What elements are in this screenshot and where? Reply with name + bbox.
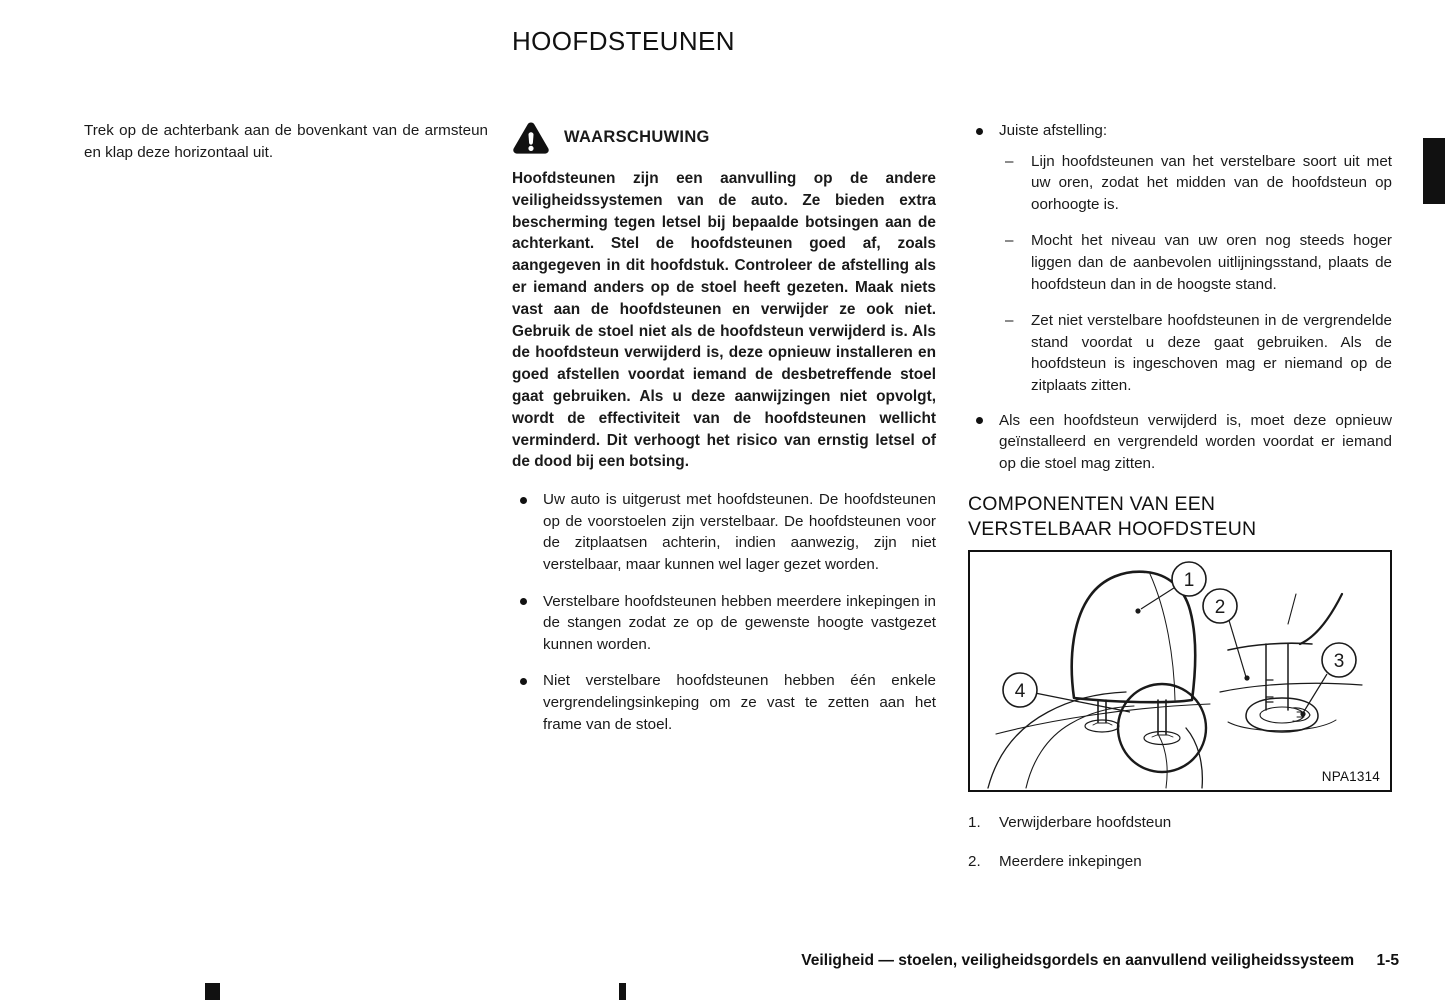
sub-list-item [999,151,1392,216]
page-title: HOOFDSTEUNEN [512,26,735,56]
list-item-text: Als een hoofdsteun verwijderd is, moet deze opnieuw geïnstalleerd en vergrendeld worden voordat er iemand op die stoel mag zitten. [999,411,1392,472]
bullet-dot-icon [520,598,527,605]
legend-item-label: Verwijderbare hoofdsteun [999,814,1172,832]
list-item [512,670,936,735]
svg-text:2: 2 [1214,597,1226,619]
list-item [968,120,1392,397]
dash-marker-icon: – [1005,152,1014,170]
dash-marker-icon: – [1005,312,1014,330]
sub-dash-list [999,151,1392,397]
bullet-dot-icon [976,417,983,424]
svg-text:3: 3 [1333,651,1345,673]
figure-adjustable-headrest [968,550,1392,792]
list-item-text: Uw auto is uitgerust met hoofdsteunen. De hoofdsteunen op de voorstoelen zijn verstelbaar. De hoofdsteunen voor de zitplaatsen achterin, indien aanwezig, zijn niet verstelbaar, maar kunnen wel lager gezet worden. [543,491,936,573]
svg-text:4: 4 [1014,681,1026,703]
dash-marker-icon: – [1005,232,1014,250]
figure-legend-list [968,812,1392,872]
svg-text:1: 1 [1183,570,1195,592]
bullet-dot-icon [520,497,527,504]
sub-list-item-text: Zet niet verstelbare hoofdsteunen in de vergrendelde stand voordat u deze gaat gebruiken. Als de hoofdsteun is ingeschoven mag er niemand op de zitplaats zitten. [1031,312,1392,394]
bullet-dot-icon [976,128,983,135]
legend-item-number: 2. [968,852,981,870]
registration-mark-right [619,983,626,1000]
list-item [512,489,936,575]
section-heading-line-2: VERSTELBAAR HOOFDSTEUN [968,518,1257,541]
warning-body-text: Hoofdsteunen zijn een aanvulling op de andere veiligheidssystemen van de auto. Ze bieden extra bescherming tegen letsel bij bepaalde botsingen aan de achterkant. Stel de hoofdsteunen goed af, zoals aangegeven in dit hoofdstuk. Controleer de afstelling als er iemand anders op de stoel heeft gezeten. Maak niets vast aan de hoofdsteunen en verwijder ze ook niet. Gebruik de stoel niet als de hoofdsteun verwijderd is. Als de hoofdsteun verwijderd is, deze opnieuw installeren en goed afstellen voordat iemand de desbetreffende stoel gaat gebruiken. Als u deze aanwijzingen niet opvolgt, wordt de effectiviteit van de hoofdsteunen wellicht verminderd. Dit verhoogt het risico van ernstig letsel of de dood bij een botsing. [512,170,936,471]
figure-callout-1 [1172,562,1206,596]
sub-list-item [999,230,1392,295]
list-item [968,410,1392,475]
warning-triangle-icon [512,121,550,154]
warning-header [512,120,936,154]
registration-mark-left [205,983,220,1000]
chapter-edge-tab-mark [1423,138,1445,204]
column-right [968,120,1392,890]
bullet-dot-icon [520,678,527,685]
list-item [512,591,936,656]
legend-item-label: Meerdere inkepingen [999,852,1142,870]
left-column-paragraph: Trek op de achterbank aan de bovenkant van de armsteun en klap deze horizontaal uit. [84,122,488,161]
figure-callout-3 [1322,643,1356,677]
section-heading-line-1: COMPONENTEN VAN EEN [968,493,1216,516]
figure-callout-2 [1203,589,1237,623]
middle-bullet-list [512,489,936,735]
column-middle [512,120,936,735]
sub-list-item [999,310,1392,396]
legend-item-number: 1. [968,814,981,832]
sub-list-item-text: Lijn hoofdsteunen van het verstelbare soort uit met uw oren, zodat het midden van de hoofdsteun op oorhoogte is. [1031,152,1392,213]
headrest-diagram-illustration [970,552,1390,790]
footer-page-number: 1-5 [1376,952,1399,969]
right-bullet-list [968,120,1392,474]
list-item-text: Juiste afstelling: [999,122,1108,139]
page-footer [0,952,1399,970]
legend-item [968,812,1392,834]
list-item-text: Verstelbare hoofdsteunen hebben meerdere inkepingen in de stangen zodat ze op de gewenste hoogte vastgezet kunnen worden. [543,592,936,653]
footer-section-title: Veiligheid — stoelen, veiligheidsgordels en aanvullend veiligheidssysteem [801,952,1355,969]
section-heading [968,492,1392,542]
figure-callout-4 [1003,673,1037,707]
warning-title: WAARSCHUWING [564,127,710,146]
legend-item [968,851,1392,873]
list-item-text: Niet verstelbare hoofdsteunen hebben één enkele vergrendelingsinkeping om ze vast te zetten aan het frame van de stoel. [543,672,936,733]
figure-reference-code: NPA1314 [1321,769,1380,785]
column-left [84,120,488,163]
sub-list-item-text: Mocht het niveau van uw oren nog steeds hoger liggen dan de aanbevolen uitlijningsstand, plaats de hoofdsteun dan in de hoogste stand. [1031,232,1392,293]
